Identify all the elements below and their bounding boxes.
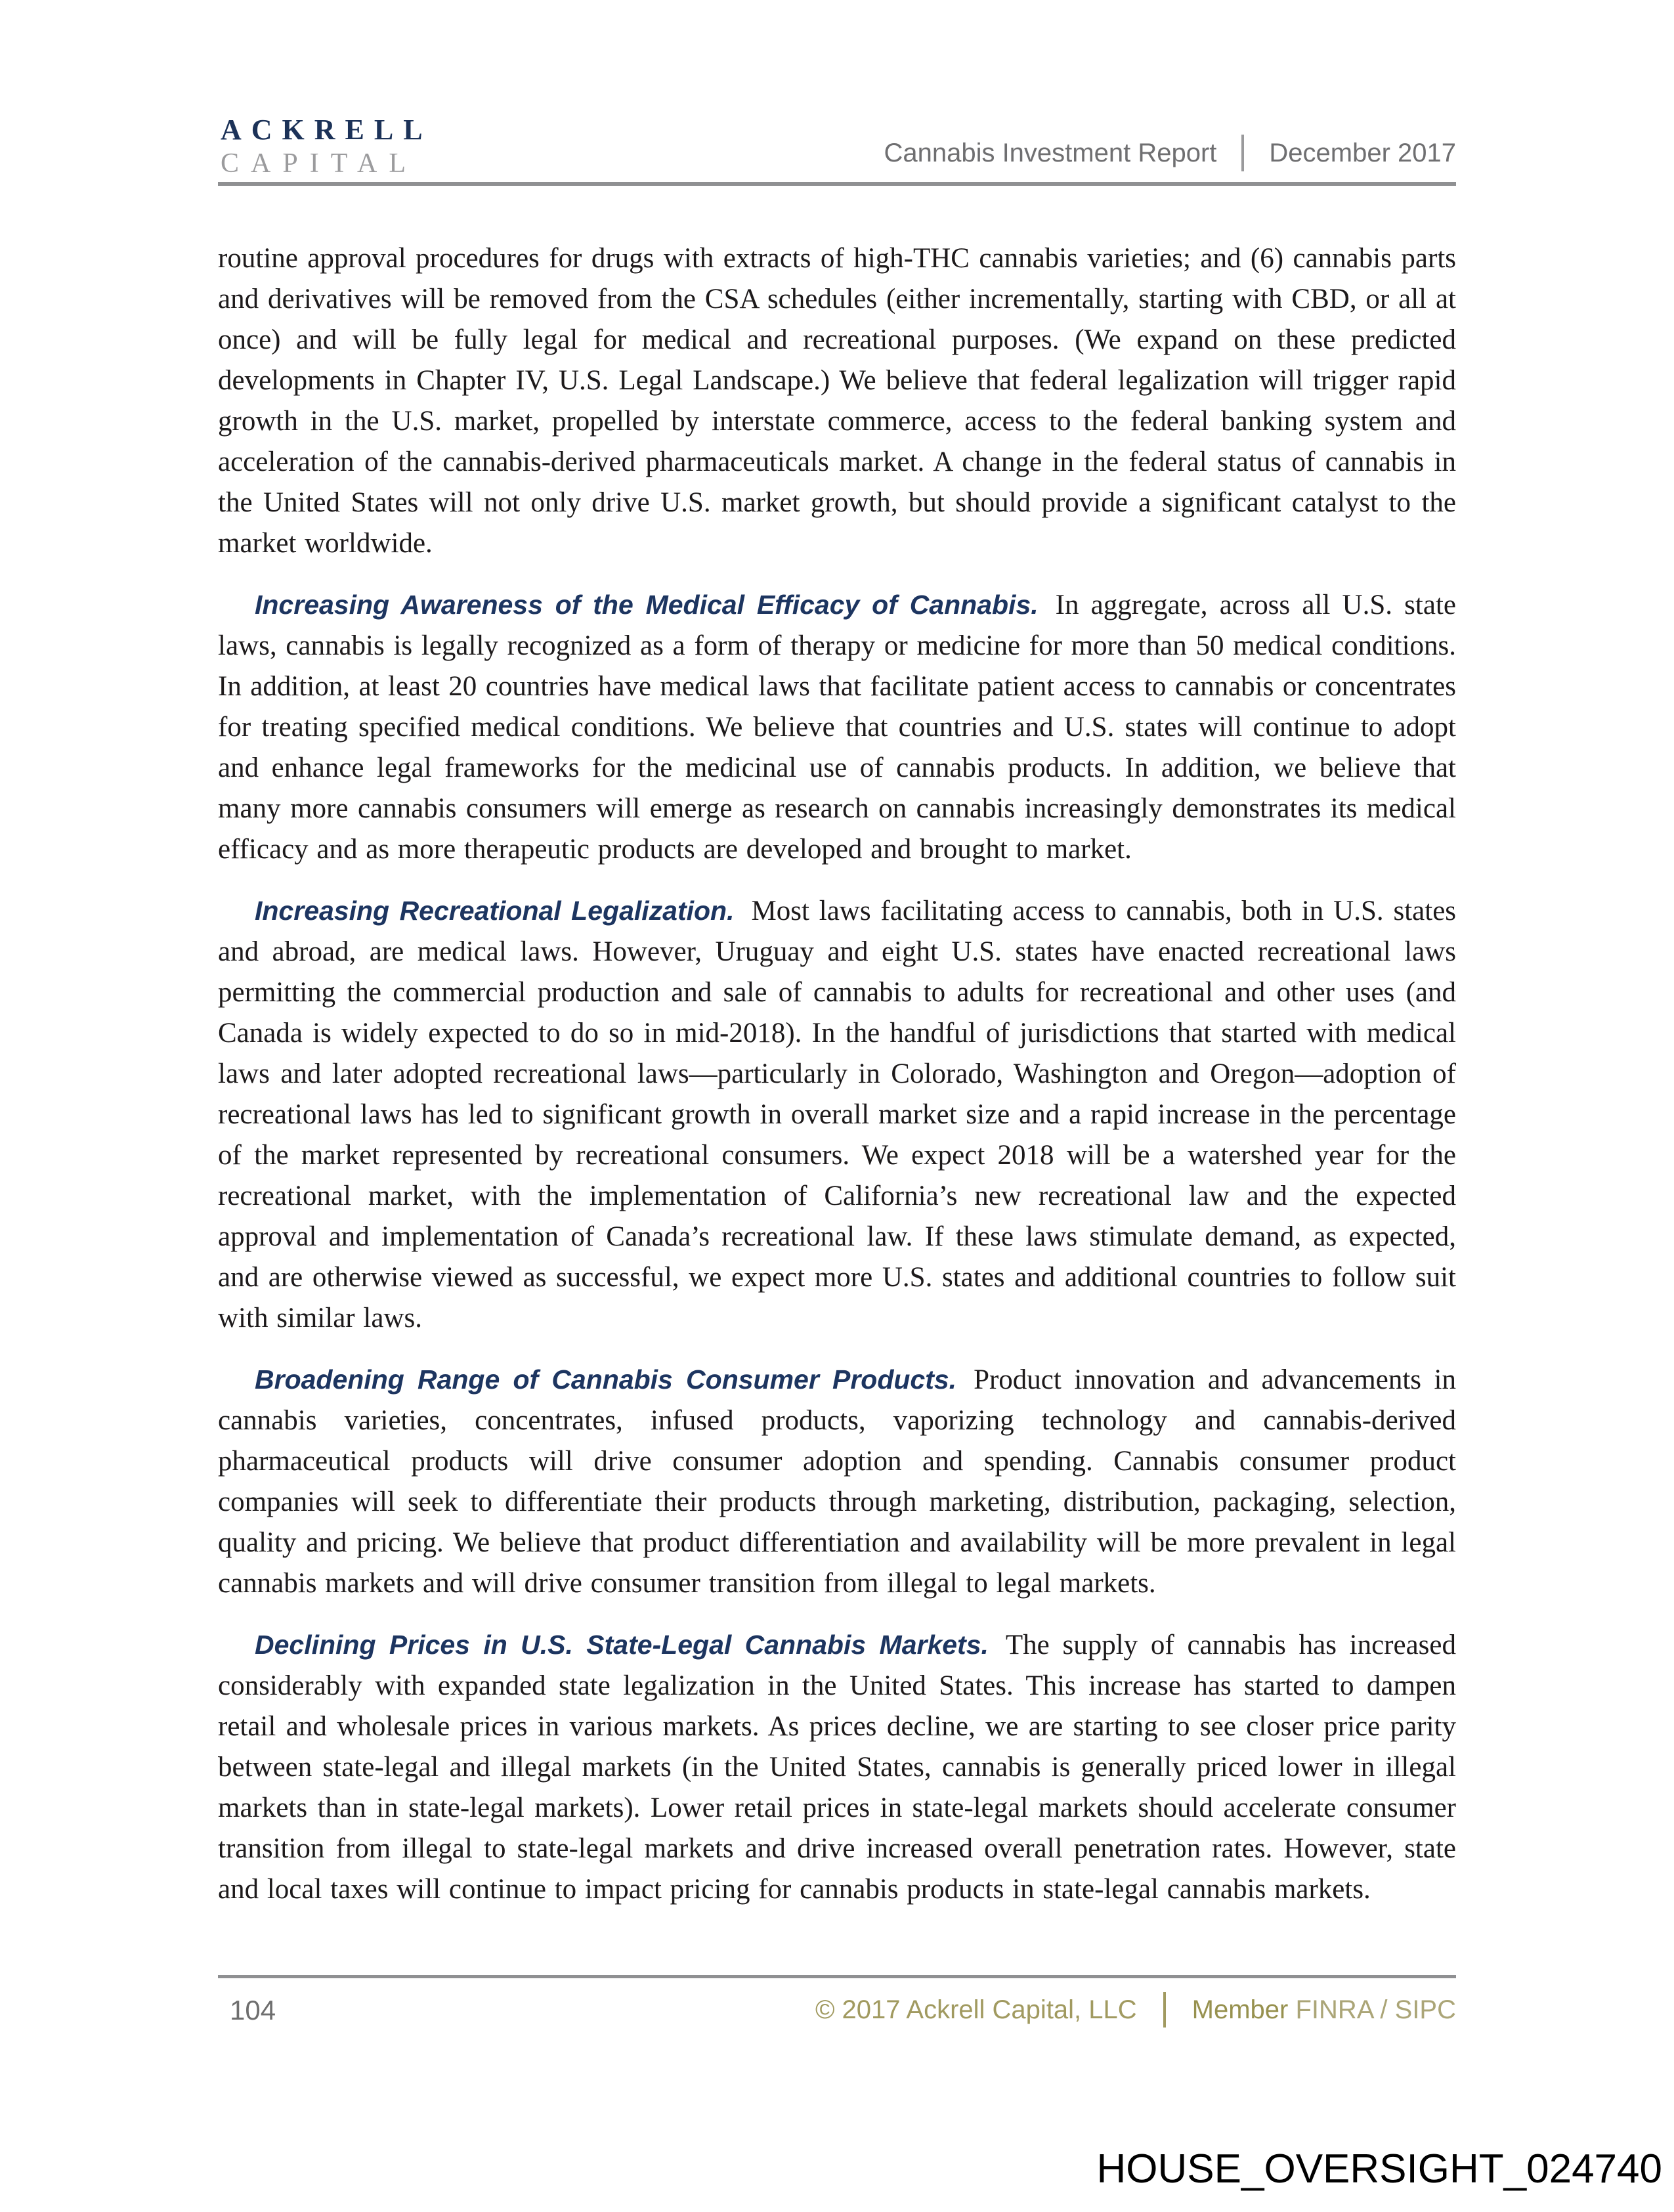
footer-rule — [218, 1975, 1456, 1978]
paragraph — [218, 890, 1456, 1339]
paragraph-text: Most laws facilitating access to cannabis, both in U.S. states and abroad, are medical laws. However, Uruguay and eight U.S. states have enacted recreational laws permitting the commercial production and sale of cannabis to adults for recreational and other uses (and Canada is widely expected to do so in mid-2018). In the handful of jurisdictions that started with medical laws and later adopted recreational laws—particularly in Colorado, Washington and Oregon—adoption of recreational laws has led to significant growth in overall market size and a rapid increase in the percentage of the market represented by recreational consumers. We expect 2018 will be a watershed year for the recreational market, with the implementation of California’s new recreational law and the expected approval and implementation of Canada’s recreational law. If these laws stimulate demand, as expected, and are otherwise viewed as successful, we expect more U.S. states and additional countries to follow suit with similar laws. — [218, 896, 1457, 1334]
footer-meta — [815, 1992, 1456, 2028]
paragraph-text: The supply of cannabis has increased considerably with expanded state legalization in the United States. This increase has started to dampen retail and wholesale prices in various markets. As prices decline, we are starting to see closer price parity between state-legal and illegal markets (in the United States, cannabis is generally priced lower in illegal markets than in state-legal markets). Lower retail prices in state-legal markets should accelerate consumer transition from illegal to state-legal markets and drive increased overall penetration rates. However, state and local taxes will continue to impact pricing for cannabis products in state-legal cannabis markets. — [218, 1630, 1456, 1905]
paragraph-heading: Broadening Range of Cannabis Consumer Products. — [255, 1364, 957, 1395]
header-rule — [218, 182, 1456, 186]
report-title: Cannabis Investment Report — [884, 138, 1217, 167]
paragraph-heading: Increasing Recreational Legalization. — [255, 896, 735, 926]
paragraph-text: Product innovation and advancements in cannabis varieties, concentrates, infused products, vaporizing technology and cannabis-derived pharmaceutical products will drive consumer adoption and spending. Cannabis consumer product companies will seek to differentiate their products through marketing, distribution, packaging, selection, quality and pricing. We believe that product differentiation and availability will be more prevalent in legal cannabis markets and will drive consumer transition from illegal to legal markets. — [218, 1364, 1456, 1599]
page-body — [218, 238, 1456, 1930]
logo-line-capital: CAPITAL — [221, 148, 418, 179]
paragraph-text: In aggregate, across all U.S. state laws, cannabis is legally recognized as a form of therapy or medicine for more than 50 medical conditions. In addition, at least 20 countries have medical laws that facilitate patient access to cannabis or concentrates for treating specified medical conditions. We believe that countries and U.S. states will continue to adopt and enhance legal frameworks for the medicinal use of cannabis products. In addition, we believe that many more cannabis consumers will emerge as research on cannabis increasingly demonstrates its medical efficacy and as more therapeutic products are developed and brought to market. — [218, 590, 1456, 865]
footer-membership-label: Member — [1191, 1995, 1289, 2024]
header-separator-bar — [1241, 135, 1244, 171]
paragraph-text: routine approval procedures for drugs with extracts of high-THC cannabis varieties; and (6) cannabis parts and derivatives will be removed from the CSA schedules (either incrementally, starting with CBD, or all at once) and will be fully legal for medical and recreational purposes. (We expand on these predicted developments in Chapter IV, U.S. Legal Landscape.) We believe that federal legalization will trigger rapid growth in the U.S. market, propelled by interstate commerce, access to the federal banking system and acceleration of the cannabis-derived pharmaceuticals market. A change in the federal status of cannabis in the United States will not only drive U.S. market growth, but should provide a significant catalyst to the market worldwide. — [218, 243, 1456, 559]
paragraph-heading: Increasing Awareness of the Medical Efficacy of Cannabis. — [255, 590, 1039, 620]
report-date: December 2017 — [1269, 138, 1456, 167]
page-number: 104 — [230, 1995, 276, 2026]
footer-separator-bar — [1163, 1992, 1166, 2028]
document-id-watermark: HOUSE_OVERSIGHT_024740 — [1096, 2146, 1662, 2192]
paragraph — [218, 584, 1456, 870]
company-logo — [221, 113, 433, 180]
paragraph — [218, 1624, 1456, 1910]
footer-copyright: © 2017 Ackrell Capital, LLC — [815, 1995, 1137, 2024]
header-meta — [884, 135, 1456, 171]
paragraph — [218, 238, 1456, 564]
footer-membership — [1192, 1995, 1456, 2025]
footer-membership-value: FINRA / SIPC — [1295, 1995, 1456, 2024]
paragraph — [218, 1359, 1456, 1604]
logo-line-ackrell: ACKRELL — [221, 114, 433, 146]
paragraph-heading: Declining Prices in U.S. State-Legal Cannabis Markets. — [255, 1630, 989, 1660]
